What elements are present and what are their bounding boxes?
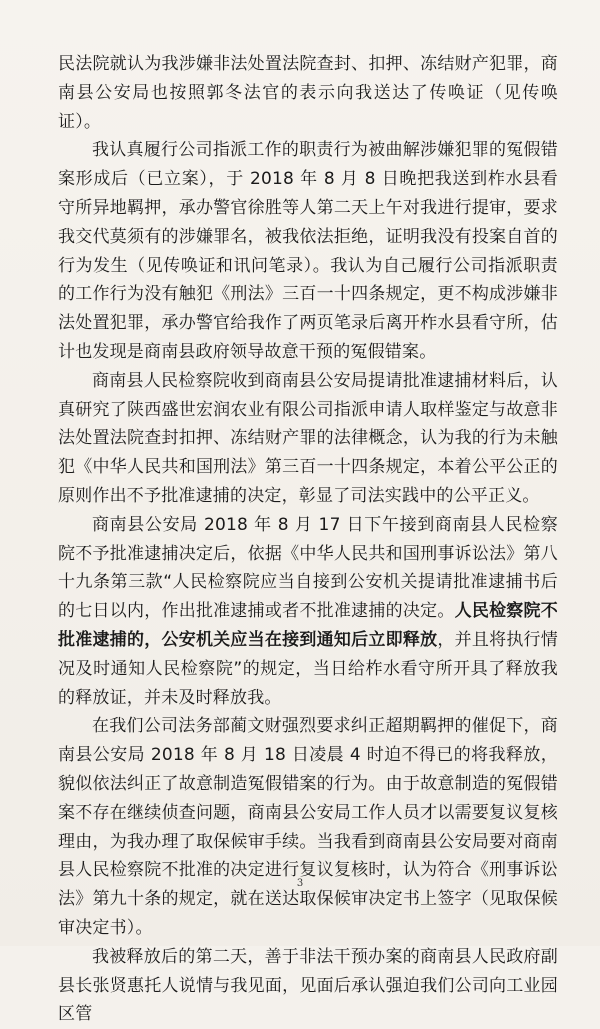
paragraph-text: 民法院就认为我涉嫌非法处置法院查封、扣押、冻结财产犯罪，商南县公安局也按照郭冬法官的表示向我送达了传唤证（见传唤证）。 bbox=[58, 54, 558, 132]
paragraph-3 bbox=[58, 367, 558, 511]
page-number: 3 bbox=[296, 878, 304, 889]
paragraph-5 bbox=[58, 712, 558, 942]
paragraph-2 bbox=[58, 136, 558, 366]
paragraph-bold-text: 人民检察院不批准逮捕的，公安机关应当在接到通知后立即释放 bbox=[58, 601, 558, 650]
paragraph-text: 我认真履行公司指派工作的职责行为被曲解涉嫌犯罪的冤假错案形成后（已立案），于 2018 年 8 月 8 日晚把我送到柞水县看守所异地羁押，承办警官徐胜等人第二天上午对我进行提审，要求我交代莫须有的涉嫌罪名，被我依法拒绝，证明我没有投案自首的行为发生（见传唤证和讯问笔录）。我认为自己履行公司指派职责的工作行为没有触犯《刑法》三百一十四条规定，更不构成涉嫌非法处置犯罪，承办警官给我作了两页笔录后离开柞水县看守所，估计也发现是商南县政府领导故意干预的冤假错案。 bbox=[58, 140, 558, 362]
paragraph-text: 商南县公安局 2018 年 8 月 17 日下午接到商南县人民检察院不予批准逮捕决定后，依据《中华人民共和国刑事诉讼法》第八十九条第三款“人民检察院应当自接到公安机关提请批准逮捕书后的七日以内，作出批准逮捕或者不批准逮捕的决定。 bbox=[58, 514, 558, 622]
paragraph-1 bbox=[58, 50, 558, 136]
paragraph-text: ，并且将执行情况及时通知人民检察院”的规定，当日给柞水看守所开具了释放我的释放证，并未及时释放我。 bbox=[58, 629, 558, 708]
paragraph-text: 商南县人民检察院收到商南县公安局提请批准逮捕材料后，认真研究了陕西盛世宏润农业有限公司指派申请人取样鉴定与故意非法处置法院查封扣押、冻结财产罪的法律概念，认为我的行为未触犯《中华人民共和国刑法》第三百一十四条规定，本着公平公正的原则作出不予批准逮捕的决定，彰显了司法实践中的公平正义。 bbox=[58, 370, 558, 506]
paragraph-4 bbox=[58, 511, 558, 713]
paragraph-text: 在我们公司法务部蔺文财强烈要求纠正超期羁押的催促下，商南县公安局 2018 年 8 月 18 日凌晨 4 时迫不得已的将我释放，貌似依法纠正了故意制造冤假错案的行为。由于故意制造的冤假错案不存在继续侦查问题，商南县公安局工作人员才以需要复议复核理由，为我办理了取保候审手续。当我看到商南县公安局要对商南县人民检察院不批准的决定进行复议复核时，认为符合《刑事诉讼法》第九十条的规定，就在送达取保候审决定书上签字（见取保候审决定书）。 bbox=[58, 716, 558, 938]
paragraph-6 bbox=[58, 943, 558, 1029]
paragraph-text: 我被释放后的第二天，善于非法干预办案的商南县人民政府副县长张贤惠托人说情与我见面，见面后承认强迫我们公司向工业园区管 bbox=[58, 946, 558, 1025]
